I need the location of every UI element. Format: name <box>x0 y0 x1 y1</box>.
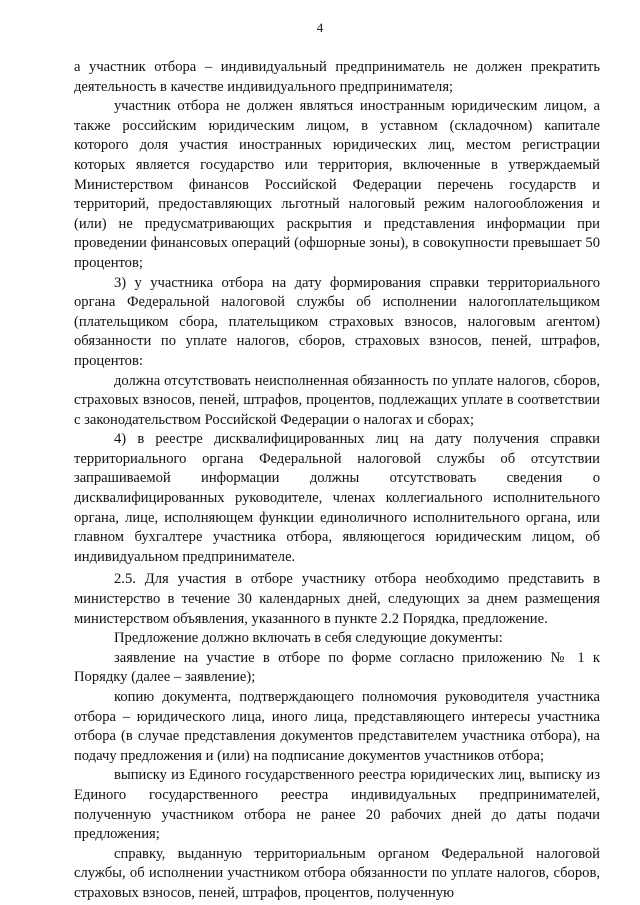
paragraph-authority-copy: копию документа, подтверждающего полномочия руководителя участника отбора – юридического лица, иного лица, представляющего интересы участника отбора (в случае представления документов представителем участника отбора), на подачу предложения и (или) на подписание документов участников отбора; <box>74 689 600 764</box>
document-body <box>74 58 600 904</box>
paragraph-no-tax-debt: должна отсутствовать неисполненная обязанность по уплате налогов, сборов, страховых взносов, пеней, штрафов, процентов, подлежащих уплате в соответствии с законодательством Российской Федерации о налогах и сборах; <box>74 372 600 428</box>
paragraph-application: заявление на участие в отборе по форме согласно приложению № 1 к Порядку (далее – заявление); <box>74 649 600 686</box>
paragraph-continuation: а участник отбора – индивидуальный предприниматель не должен прекратить деятельность в качестве индивидуального предпринимателя; <box>74 59 600 95</box>
paragraph-item-4: 4) в реестре дисквалифицированных лиц на дату получения справки территориального органа Федеральной налоговой службы об отсутствии запрашиваемой информации должны отсутствовать сведения о дисквалифицированных руководителе, членах коллегиального исполнительного органа, лице, исполняющем функции единоличного исполнительного органа, или главном бухгалтере участника отбора, являющегося юридическим лицом, об индивидуальном предпринимателе. <box>74 431 600 565</box>
paragraph-foreign-entity: участник отбора не должен являться иностранным юридическим лицом, а также российским юридическим лицом, в уставном (складочном) капитале которого доля участия иностранных юридических лиц, местом регистрации которых является государство или территория, включенные в утверждаемый Министерством финансов Российской Федерации перечень государств и территорий, предоставляющих льготный налоговый режим налогообложения и (или) не предусматривающих раскрытия и представления информации при проведении финансовых операций (офшорные зоны), в совокупности превышает 50 процентов; <box>74 98 600 271</box>
paragraph-documents-intro: Предложение должно включать в себя следующие документы: <box>114 630 503 647</box>
paragraph-tax-certificate: справку, выданную территориальным органом Федеральной налоговой службы, об исполнении участником отбора обязанности по уплате налогов, сборов, страховых взносов, пеней, штрафов, процентов, полученную <box>74 845 600 901</box>
paragraph-registry-extract: выписку из Единого государственного реестра юридических лиц, выписку из Единого государственного реестра индивидуальных предпринимателей, полученную участником отбора не ранее 20 рабочих дней до даты подачи предложения; <box>74 767 600 843</box>
paragraph-item-3: 3) у участника отбора на дату формирования справки территориального органа Федеральной налоговой службы об исполнении налогоплательщиком (плательщиком сбора, плательщиком страховых взносов, налоговым агентом) обязанности по уплате налогов, сборов, страховых взносов, пеней, штрафов, процентов: <box>74 274 600 369</box>
page-number: 4 <box>316 20 324 35</box>
paragraph-section-2-5: 2.5. Для участия в отборе участнику отбора необходимо представить в министерство в течение 30 календарных дней, следующих за днем размещения министерством объявления, указанного в пункте 2.2 Порядка, предложение. <box>74 571 600 627</box>
